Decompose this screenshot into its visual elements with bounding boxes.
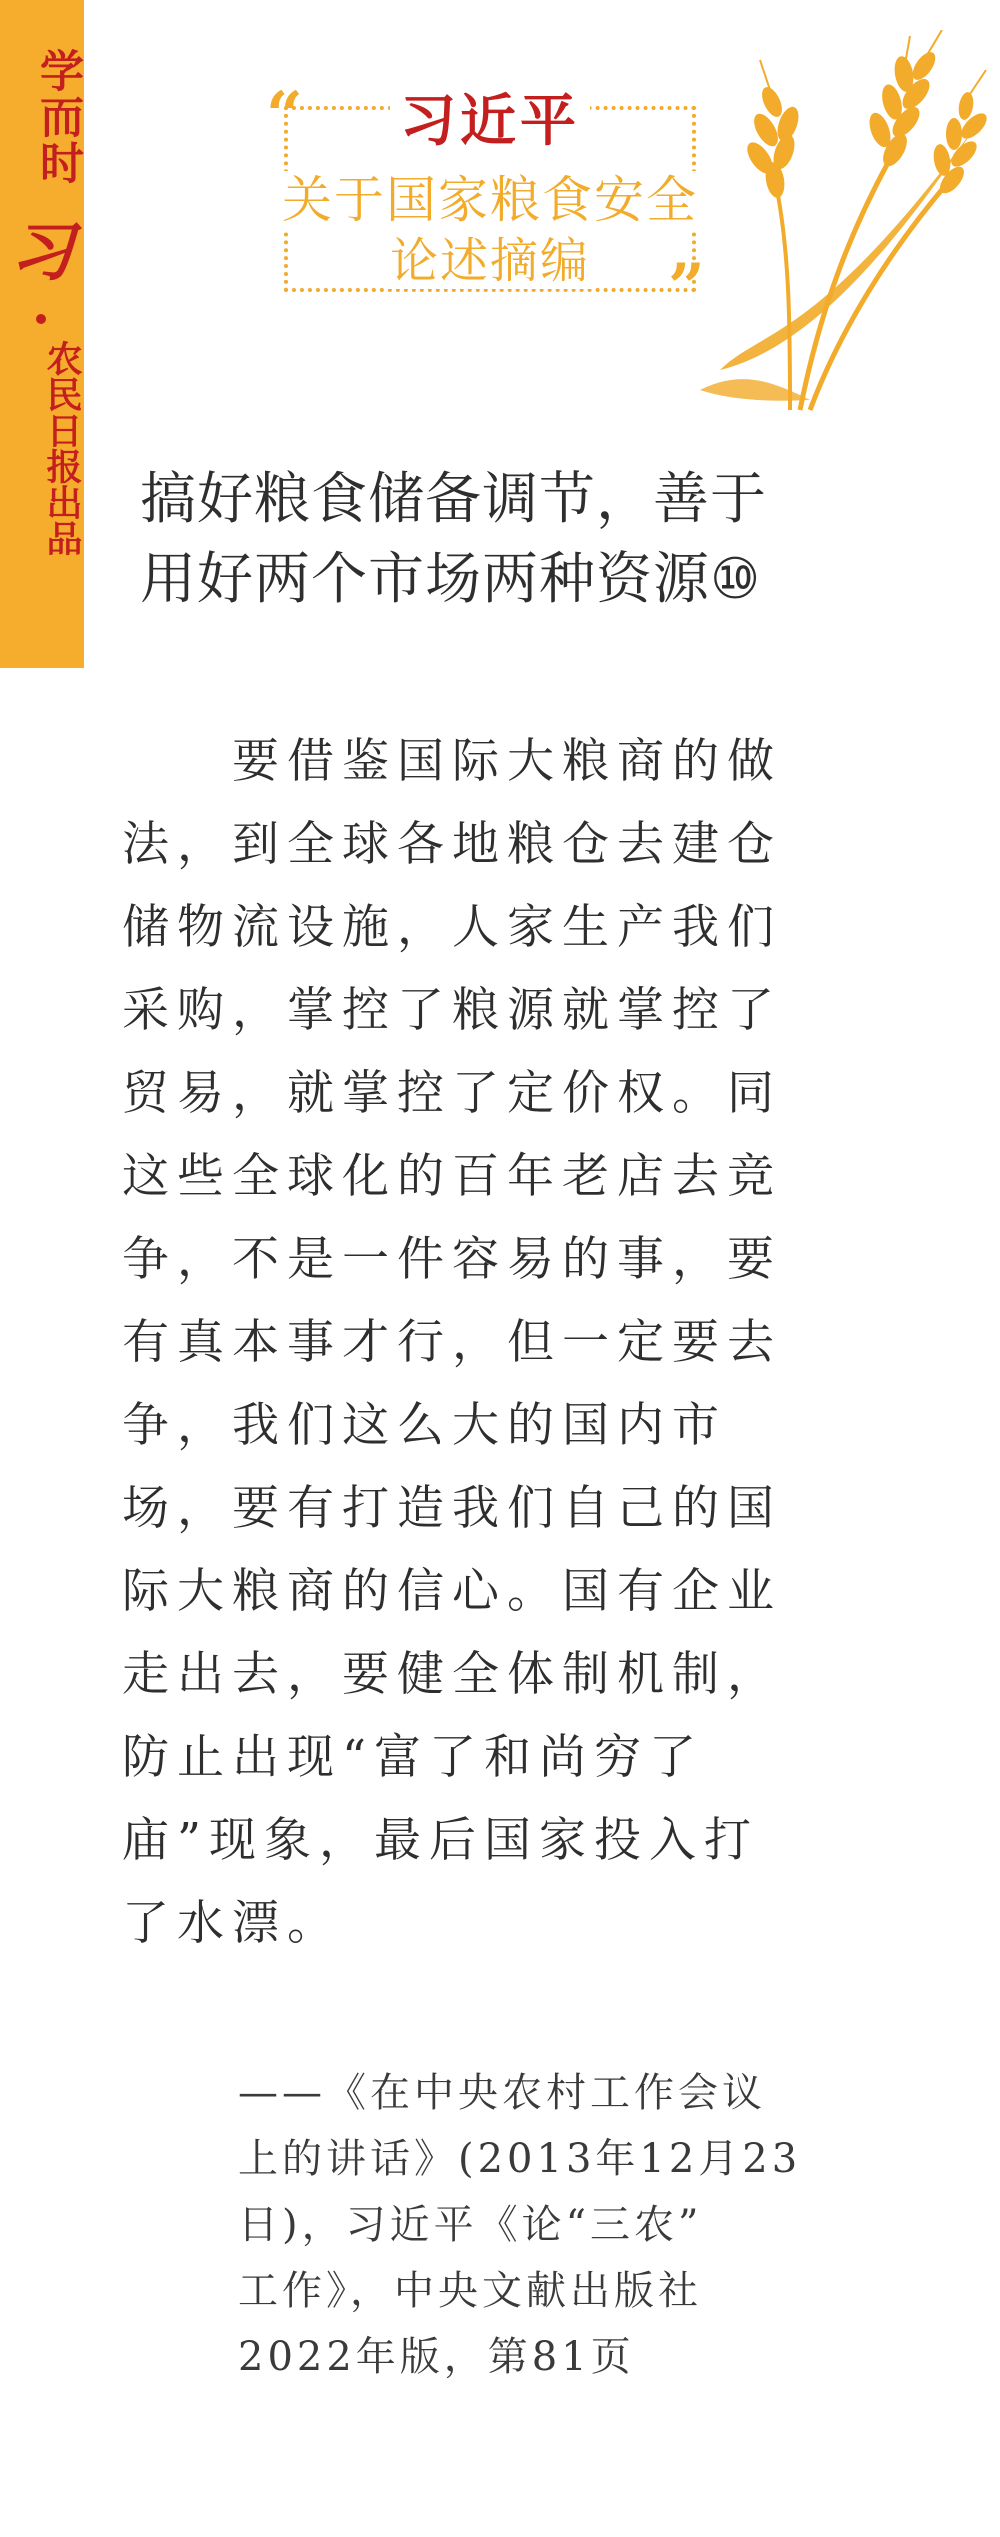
wheat-icon: [680, 30, 990, 420]
body-line: 防止出现“富了和尚穷了: [122, 1730, 705, 1785]
body-line: 争，不是一件容易的事，要: [122, 1232, 782, 1287]
header-name: 习近平: [240, 90, 740, 154]
body-line: 走出去，要健全体制机制，: [122, 1647, 782, 1702]
brand-banner: [0, 0, 84, 668]
header-subtitle-line2: 论述摘编: [220, 232, 760, 290]
close-quote-icon: ”: [668, 250, 705, 325]
brand-title-xi: 习: [10, 215, 74, 290]
body-line: 法，到全球各地粮仓去建仓: [122, 817, 782, 872]
citation-line: 工作》，中央文献出版社: [238, 2268, 702, 2314]
brand-publisher: 农民日报出品: [41, 340, 82, 556]
citation-line: 2022年版，第81页: [238, 2334, 635, 2380]
citation-line: ——《在中央农村工作会议: [238, 2070, 766, 2116]
citation-line: 日)，习近平《论“三农”: [238, 2202, 703, 2248]
body-line: 争，我们这么大的国内市: [122, 1398, 727, 1453]
body-line: 际大粮商的信心。国有企业: [122, 1564, 782, 1619]
body-line: 这些全球化的百年老店去竞: [122, 1149, 782, 1204]
section-title-line: 用好两个市场两种资源⑩: [140, 547, 762, 612]
quote-body: [122, 720, 878, 1965]
body-line: 场，要有打造我们自己的国: [122, 1481, 782, 1536]
body-line: 庙”现象，最后国家投入打: [122, 1813, 760, 1868]
body-line: 贸易，就掌控了定价权。同: [122, 1066, 782, 1121]
body-line: 要借鉴国际大粮商的做: [122, 734, 782, 789]
section-title: [140, 460, 900, 620]
citation-line: 上的讲话》(2013年12月23: [238, 2136, 802, 2182]
body-line: 了水漂。: [122, 1896, 342, 1951]
header-subtitle-line1: 关于国家粮食安全: [220, 170, 760, 230]
brand-title-top: 学而时: [32, 48, 83, 186]
body-line: 储物流设施，人家生产我们: [122, 900, 782, 955]
source-citation: [238, 2060, 888, 2390]
section-title-line: 搞好粮食储备调节，善于: [140, 467, 767, 532]
body-line: 采购，掌控了粮源就掌控了: [122, 983, 782, 1038]
body-line: 有真本事才行，但一定要去: [122, 1315, 782, 1370]
brand-separator-dot: [36, 314, 46, 324]
open-quote-icon: “: [266, 78, 303, 153]
